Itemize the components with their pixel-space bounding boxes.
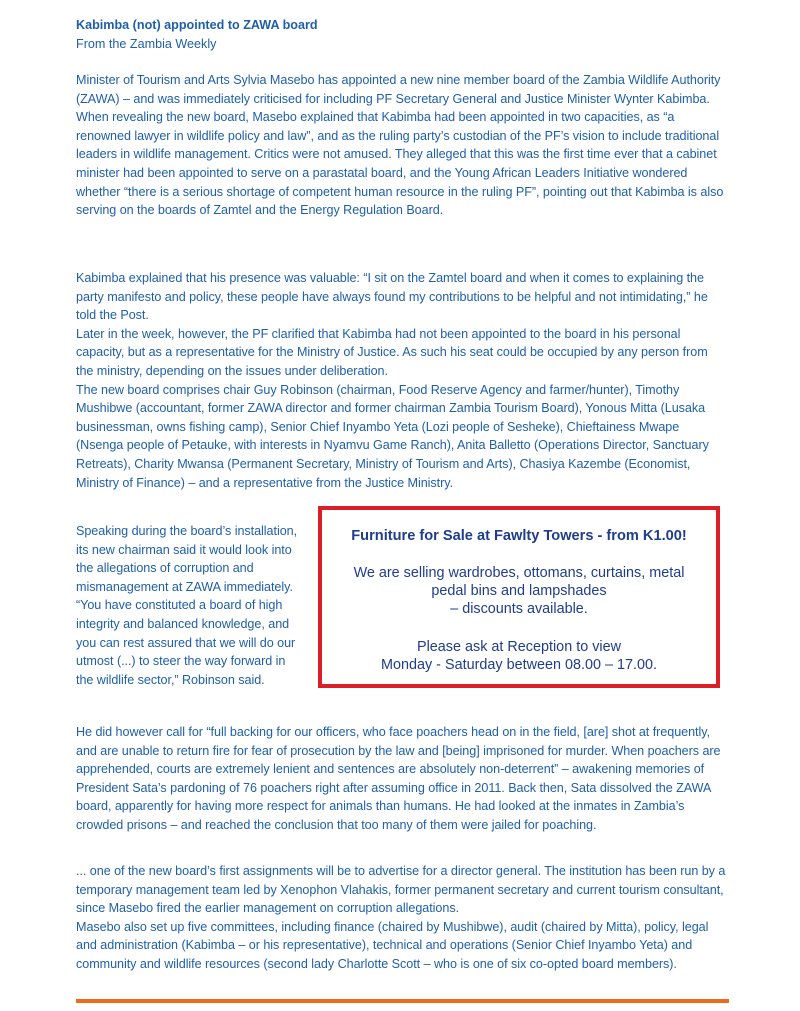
advert-line-1: We are selling wardrobes, ottomans, curtains, metal <box>353 565 685 581</box>
advert-contact-line-2: Monday - Saturday between 08.00 – 17.00. <box>380 657 657 673</box>
paragraph-critics: When revealing the new board, Masebo explained that Kabimba had been appointed in two capacities, as “a renowned lawyer in wildlife policy and law”, and as the ruling party’s custodian of the PF’s vision to include traditional leaders in wildlife management. Critics were not amused. They alleged that this was the first time ever that a cabinet minister had been appointed to serve on a parastatal board, and the Young African Leaders Initiative wondered whether “there is a serious shortage of competent human resource in the ruling PF”, pointing out that Kabimba is also serving on the boards of Zamtel and the Energy Regulation Board. <box>76 110 724 218</box>
advert-contact-line-1: Please ask at Reception to view <box>417 639 621 655</box>
paragraph-committees: Masebo also set up five committees, including finance (chaired by Mushibwe), audit (chaired by Mitta), policy, legal and administration (Kabimba – or his representative), technical and operations (Senior Chief Inyambo Yeta) and community and wildlife resources (second lady Charlotte Scott – who is one of six co-opted board members). <box>76 919 709 971</box>
intro-section <box>76 71 724 220</box>
advert-line-3: – discounts available. <box>450 601 588 617</box>
advert-contact <box>322 638 716 674</box>
paragraph-director-general: ... one of the new board’s first assignments will be to advertise for a director general. The institution has been run by a temporary management team led by Xenophon Vlahakis, former permanent secretary and current tourism consultant, since Masebo fired the earlier management on corruption allegations. <box>76 864 726 916</box>
article-header <box>76 16 318 53</box>
paragraph-robinson-quote: “You have constituted a board of high integrity and balanced knowledge, and you can rest assured that we will do our utmost (...) to steer the way forward in the wildlife sector,” Robinson said. <box>76 598 296 687</box>
assignments-section <box>76 862 726 974</box>
installation-section <box>76 522 298 689</box>
paragraph-appointment: Minister of Tourism and Arts Sylvia Masebo has appointed a new nine member board of the Zambia Wildlife Authority (ZAWA) – and was immediately criticised for including PF Secretary General and Justice Minister Wynter Kabimba. <box>76 73 721 106</box>
poaching-section <box>76 723 726 835</box>
advert-line-2: pedal bins and lampshades <box>431 583 607 599</box>
paragraph-pf-clarification: Later in the week, however, the PF clarified that Kabimba had not been appointed to the board in his personal capacity, but as a representative for the Ministry of Justice. As such his seat could be occupied by any person from the ministry, depending on the issues under deliberation. <box>76 326 708 378</box>
advert-body <box>332 564 706 618</box>
article-title: Kabimba (not) appointed to ZAWA board <box>76 18 318 32</box>
furniture-sale-advert <box>318 506 720 688</box>
paragraph-board-members: The new board comprises chair Guy Robinson (chairman, Food Reserve Agency and farmer/hunter), Timothy Mushibwe (accountant, former ZAWA director and former chairman Zambia Tourism Board), Yonous Mitta (Lusaka businessman, owns fishing camp), Senior Chief Inyambo Yeta (Lozi people of Sesheke), Chieftainess Mwape (Nsenga people of Petauke, with interests in Nyamvu Game Ranch), Anita Balletto (Operations Director, Sanctuary Retreats), Charity Mwansa (Permanent Secretary, Ministry of Tourism and Arts), Chasiya Kazembe (Economist, Ministry of Finance) – and a representative from the Justice Ministry. <box>76 382 709 490</box>
board-section <box>76 269 726 492</box>
paragraph-installation: Speaking during the board’s installation, its new chairman said it would look into the allegations of corruption and mismanagement at ZAWA immediately. <box>76 524 298 594</box>
paragraph-kabimba-quote: Kabimba explained that his presence was valuable: “I sit on the Zamtel board and when it comes to explaining the party manifesto and policy, these people have always found my contributions to be helpful and not intimidating,” he told the Post. <box>76 271 708 323</box>
article-source: From the Zambia Weekly <box>76 36 217 51</box>
footer-divider <box>76 999 729 1003</box>
paragraph-poaching: He did however call for “full backing for our officers, who face poachers head on in the field, [are] shot at frequently, and are unable to return fire for fear of prosecution by the law and [being] imprisoned for murder. When poachers are apprehended, courts are extremely lenient and sentences are absolutely non-deterrent” – awakening memories of President Sata’s pardoning of 76 poachers right after assuming office in 2011. Back then, Sata dissolved the ZAWA board, apparently for having more respect for animals than humans. He had looked at the inmates in Zambia’s crowded prisons – and reached the conclusion that too many of them were jailed for poaching. <box>76 725 721 832</box>
advert-title: Furniture for Sale at Fawlty Towers - from K1.00! <box>351 528 687 544</box>
